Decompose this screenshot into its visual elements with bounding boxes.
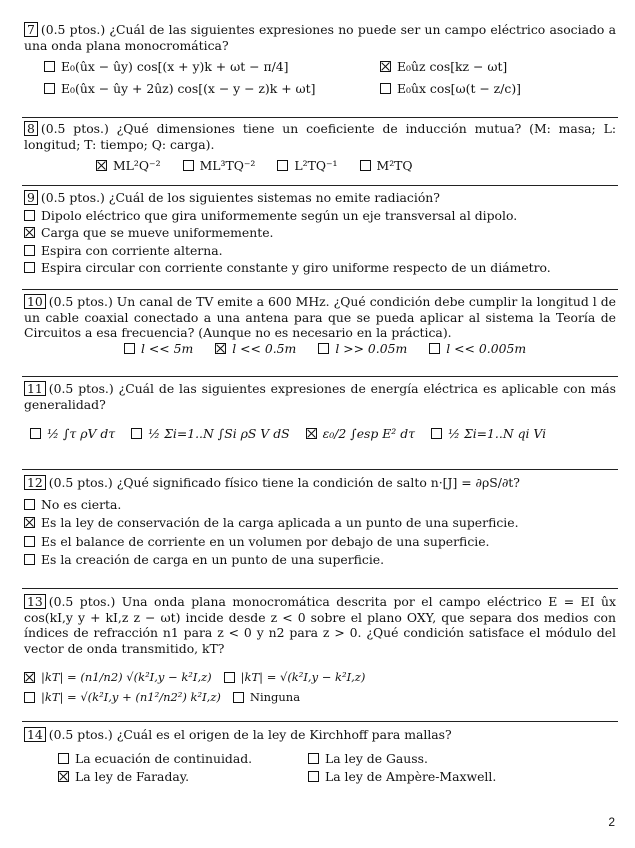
option-8a[interactable]: ML²Q⁻² [96, 158, 161, 174]
checkbox[interactable] [24, 692, 35, 703]
checkbox[interactable] [277, 160, 288, 171]
checkbox[interactable] [429, 343, 440, 354]
question-text: (0.5 ptos.) ¿Cuál es el origen de la ley de Kirchhoff para mallas? [48, 727, 452, 742]
checkbox[interactable] [124, 343, 135, 354]
checkbox[interactable] [233, 692, 244, 703]
checkbox[interactable] [58, 753, 69, 764]
checkbox[interactable] [224, 672, 235, 683]
option-7b[interactable]: E₀ûz cos[kz − ωt] [380, 59, 507, 75]
option-13b[interactable]: |kT| = √(k²I,y − k²I,z) [224, 670, 366, 686]
question-text: (0.5 ptos.) ¿Cuál de las siguientes expresiones no puede ser un campo eléctrico asociado a una onda plana monocromática? [24, 22, 616, 53]
option-14b[interactable]: La ley de Gauss. [308, 751, 428, 767]
checkbox-checked[interactable] [306, 428, 317, 439]
option-12d[interactable]: Es la creación de carga en un punto de una superficie. [24, 552, 384, 568]
question-text: (0.5 ptos.) Una onda plana monocromática descrita por el campo eléctrico E = EI ûx cos(kI,y y + kI,z z − ωt) incide desde z < 0 sobre el plano OXY, que separa dos medios con índices de refracción n1 para z < 0 y n2 para z > 0. ¿Qué condición satisface el módulo del vector de onda transmitido, kT? [24, 594, 616, 656]
option-10d[interactable]: l << 0.005m [429, 341, 526, 357]
option-11a[interactable]: ½ ∫τ ρV dτ [30, 426, 115, 442]
option-11c[interactable]: ε₀/2 ∫esp E² dτ [306, 426, 415, 442]
checkbox-checked[interactable] [58, 771, 69, 782]
checkbox[interactable] [308, 771, 319, 782]
option-12a[interactable]: No es cierta. [24, 497, 121, 513]
option-11d[interactable]: ½ Σi=1..N qi Vi [431, 426, 546, 442]
option-12c[interactable]: Es el balance de corriente en un volumen por debajo de una superficie. [24, 534, 490, 550]
checkbox[interactable] [44, 61, 55, 72]
separator [22, 721, 618, 722]
question-14 [24, 727, 616, 785]
checkbox[interactable] [308, 753, 319, 764]
option-10b[interactable]: l << 0.5m [215, 341, 296, 357]
separator [22, 185, 618, 186]
checkbox[interactable] [44, 83, 55, 94]
checkbox-checked[interactable] [215, 343, 226, 354]
checkbox-checked[interactable] [24, 517, 35, 528]
checkbox[interactable] [24, 262, 35, 273]
separator [22, 469, 618, 470]
question-10 [24, 294, 616, 356]
question-7 [24, 22, 616, 96]
question-8 [24, 121, 616, 174]
option-8d[interactable]: M²TQ [360, 158, 413, 174]
option-14d[interactable]: La ley de Ampère-Maxwell. [308, 769, 496, 785]
checkbox[interactable] [24, 536, 35, 547]
option-8c[interactable]: L²TQ⁻¹ [277, 158, 337, 174]
option-11b[interactable]: ½ Σi=1..N ∫Si ρS V dS [131, 426, 289, 442]
checkbox-checked[interactable] [96, 160, 107, 171]
question-number: 14 [24, 727, 46, 742]
option-9c[interactable]: Espira con corriente alterna. [24, 243, 223, 259]
option-9b[interactable]: Carga que se mueve uniformemente. [24, 225, 273, 241]
question-number: 10 [24, 294, 46, 309]
option-7d[interactable]: E₀ûx cos[ω(t − z/c)] [380, 81, 521, 97]
question-number: 12 [24, 475, 46, 490]
separator [22, 289, 618, 290]
question-9 [24, 190, 616, 276]
separator [22, 588, 618, 589]
question-text: (0.5 ptos.) ¿Cuál de las siguientes expresiones de energía eléctrica es aplicable con más generalidad? [24, 381, 616, 412]
checkbox[interactable] [24, 554, 35, 565]
checkbox-checked[interactable] [24, 672, 35, 683]
checkbox-checked[interactable] [24, 227, 35, 238]
checkbox[interactable] [24, 210, 35, 221]
checkbox[interactable] [30, 428, 41, 439]
option-8b[interactable]: ML³TQ⁻² [183, 158, 256, 174]
checkbox[interactable] [360, 160, 371, 171]
option-13c[interactable]: |kT| = √(k²I,y + (n1²/n2²) k²I,z) [24, 690, 221, 706]
option-12b[interactable]: Es la ley de conservación de la carga aplicada a un punto de una superficie. [24, 515, 519, 531]
checkbox[interactable] [318, 343, 329, 354]
separator [22, 117, 618, 118]
checkbox[interactable] [431, 428, 442, 439]
question-11 [24, 381, 616, 442]
page-number: 2 [608, 815, 615, 829]
question-number: 7 [24, 22, 38, 37]
checkbox[interactable] [380, 83, 391, 94]
option-13a[interactable]: |kT| = (n1/n2) √(k²I,y − k²I,z) [24, 670, 212, 686]
question-text: (0.5 ptos.) ¿Qué dimensiones tiene un coeficiente de inducción mutua? (M: masa; L: longitud; T: tiempo; Q: carga). [24, 121, 616, 152]
question-text: (0.5 ptos.) ¿Cuál de los siguientes sistemas no emite radiación? [40, 190, 440, 205]
option-14a[interactable]: La ecuación de continuidad. [58, 751, 308, 767]
option-10a[interactable]: l << 5m [124, 341, 193, 357]
question-number: 13 [24, 594, 46, 609]
question-text: (0.5 ptos.) Un canal de TV emite a 600 MHz. ¿Qué condición debe cumplir la longitud l de un cable coaxial conectado a una antena para que se pueda aplicar al sistema la Teoría de Circuitos a esa frecuencia? (Aunque no es necesario en la práctica). [24, 294, 616, 340]
question-13 [24, 594, 616, 705]
question-text: (0.5 ptos.) ¿Qué significado físico tiene la condición de salto n·[J] = ∂ρS/∂t? [48, 475, 520, 490]
question-number: 8 [24, 121, 38, 136]
checkbox[interactable] [183, 160, 194, 171]
option-7a[interactable]: E₀(ûx − ûy) cos[(x + y)k + ωt − π/4] [44, 59, 380, 75]
option-9a[interactable]: Dipolo eléctrico que gira uniformemente según un eje transversal al dipolo. [24, 208, 517, 224]
question-number: 11 [24, 381, 46, 396]
option-10c[interactable]: l >> 0.05m [318, 341, 407, 357]
checkbox[interactable] [131, 428, 142, 439]
separator [22, 376, 618, 377]
checkbox[interactable] [24, 499, 35, 510]
option-7c[interactable]: E₀(ûx − ûy + 2ûz) cos[(x − y − z)k + ωt] [44, 81, 380, 97]
option-13d[interactable]: Ninguna [233, 690, 300, 706]
checkbox[interactable] [24, 245, 35, 256]
checkbox-checked[interactable] [380, 61, 391, 72]
option-9d[interactable]: Espira circular con corriente constante y giro uniforme respecto de un diámetro. [24, 260, 551, 276]
question-number: 9 [24, 190, 38, 205]
question-12 [24, 475, 616, 568]
option-14c[interactable]: La ley de Faraday. [58, 769, 308, 785]
